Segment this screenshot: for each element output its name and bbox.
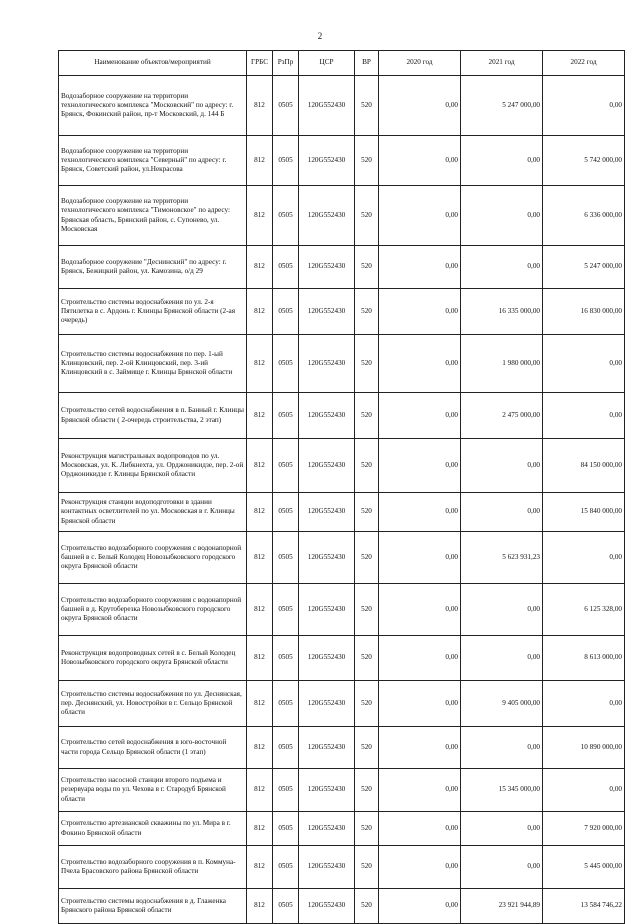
row-rzpr: 0505 <box>273 335 299 393</box>
row-vr: 520 <box>355 136 379 186</box>
table-row <box>59 335 625 393</box>
row-name: Реконструкция станции водоподготовки в здании контактных осветлителей по ул. Московская в г. Клинцы Брянской области <box>59 493 247 532</box>
row-csr: 120G552430 <box>299 812 355 846</box>
row-rzpr: 0505 <box>273 289 299 335</box>
row-name: Строительство сетей водоснабжения в п. Банный г. Клинцы Брянской области ( 2-очередь строительства, 2 этап) <box>59 393 247 439</box>
row-name: Строительство системы водоснабжения по ул. Деснянская, пер. Деснянский, ул. Новостройки в г. Сельцо Брянской области <box>59 681 247 727</box>
table-row <box>59 636 625 681</box>
row-2022: 16 830 000,00 <box>543 289 625 335</box>
row-rzpr: 0505 <box>273 681 299 727</box>
row-name: Строительство водозаборного сооружения в п. Коммуна-Пчела Брасовского района Брянской области <box>59 846 247 889</box>
table-row <box>59 246 625 289</box>
row-name: Строительство артезианской скважины по ул. Мира в г. Фокино Брянской области <box>59 812 247 846</box>
row-rzpr: 0505 <box>273 727 299 769</box>
row-rzpr: 0505 <box>273 584 299 636</box>
row-grbs: 812 <box>247 769 273 812</box>
row-2022: 15 840 000,00 <box>543 493 625 532</box>
row-vr: 520 <box>355 532 379 584</box>
row-csr: 120G552430 <box>299 186 355 246</box>
row-name: Строительство насосной станции второго подъема и резервуара воды по ул. Чехова в г. Стародуб Брянской области <box>59 769 247 812</box>
row-csr: 120G552430 <box>299 246 355 289</box>
row-csr: 120G552430 <box>299 727 355 769</box>
row-vr: 520 <box>355 186 379 246</box>
table-row <box>59 769 625 812</box>
row-rzpr: 0505 <box>273 76 299 136</box>
row-vr: 520 <box>355 812 379 846</box>
row-2022: 0,00 <box>543 681 625 727</box>
row-2020: 0,00 <box>379 681 461 727</box>
row-grbs: 812 <box>247 76 273 136</box>
row-2022: 10 890 000,00 <box>543 727 625 769</box>
row-csr: 120G552430 <box>299 889 355 924</box>
row-rzpr: 0505 <box>273 636 299 681</box>
row-2021: 2 475 000,00 <box>461 393 543 439</box>
row-2021: 0,00 <box>461 246 543 289</box>
row-grbs: 812 <box>247 335 273 393</box>
col-header-grbs: ГРБС <box>247 51 273 76</box>
row-2020: 0,00 <box>379 727 461 769</box>
row-csr: 120G552430 <box>299 76 355 136</box>
table-row <box>59 439 625 493</box>
row-2022: 0,00 <box>543 393 625 439</box>
row-name: Водозаборное сооружение на территории технологического комплекса "Московский" по адресу: г. Брянск, Фокинский район, пр-т Московский, д. 144 Б <box>59 76 247 136</box>
row-csr: 120G552430 <box>299 335 355 393</box>
row-2021: 23 921 944,89 <box>461 889 543 924</box>
row-vr: 520 <box>355 246 379 289</box>
row-rzpr: 0505 <box>273 846 299 889</box>
row-2021: 5 623 931,23 <box>461 532 543 584</box>
row-2022: 0,00 <box>543 532 625 584</box>
row-grbs: 812 <box>247 584 273 636</box>
table-row <box>59 889 625 924</box>
row-grbs: 812 <box>247 186 273 246</box>
row-vr: 520 <box>355 289 379 335</box>
row-2022: 7 920 000,00 <box>543 812 625 846</box>
row-2020: 0,00 <box>379 493 461 532</box>
table-row <box>59 289 625 335</box>
row-vr: 520 <box>355 636 379 681</box>
row-vr: 520 <box>355 889 379 924</box>
row-2022: 8 613 000,00 <box>543 636 625 681</box>
row-grbs: 812 <box>247 636 273 681</box>
table-row <box>59 727 625 769</box>
row-vr: 520 <box>355 727 379 769</box>
row-vr: 520 <box>355 335 379 393</box>
row-name: Водозаборное сооружение на территории технологического комплекса "Тимоновское" по адресу: Брянская область, Брянский район, с. Супонево, ул. Московская <box>59 186 247 246</box>
row-name: Строительство системы водоснабжения в д. Глаженка Брянского района Брянской области <box>59 889 247 924</box>
row-vr: 520 <box>355 584 379 636</box>
row-csr: 120G552430 <box>299 636 355 681</box>
row-vr: 520 <box>355 76 379 136</box>
row-vr: 520 <box>355 769 379 812</box>
row-2021: 0,00 <box>461 493 543 532</box>
row-2022: 0,00 <box>543 76 625 136</box>
table-body <box>59 76 625 924</box>
row-2020: 0,00 <box>379 846 461 889</box>
row-name: Реконструкция магистральных водопроводов по ул. Московская, ул. К. Либкнехта, ул. Орджоникидзе, пер. 2-ой Орджоникидзе г. Клинцы Брянской области <box>59 439 247 493</box>
row-2021: 0,00 <box>461 727 543 769</box>
row-2020: 0,00 <box>379 812 461 846</box>
row-2020: 0,00 <box>379 636 461 681</box>
row-2022: 13 584 746,22 <box>543 889 625 924</box>
row-rzpr: 0505 <box>273 439 299 493</box>
col-header-csr: ЦСР <box>299 51 355 76</box>
row-rzpr: 0505 <box>273 246 299 289</box>
row-2020: 0,00 <box>379 289 461 335</box>
col-header-rzpr: РзПр <box>273 51 299 76</box>
row-name: Строительство сетей водоснабжения в юго-восточной части города Сельцо Брянской области (1 этап) <box>59 727 247 769</box>
row-2020: 0,00 <box>379 246 461 289</box>
row-grbs: 812 <box>247 681 273 727</box>
row-2020: 0,00 <box>379 439 461 493</box>
table-row <box>59 76 625 136</box>
row-grbs: 812 <box>247 136 273 186</box>
row-rzpr: 0505 <box>273 136 299 186</box>
row-2021: 5 247 000,00 <box>461 76 543 136</box>
table-row <box>59 681 625 727</box>
row-vr: 520 <box>355 439 379 493</box>
col-header-2020: 2020 год <box>379 51 461 76</box>
row-vr: 520 <box>355 493 379 532</box>
row-grbs: 812 <box>247 246 273 289</box>
row-2021: 0,00 <box>461 439 543 493</box>
row-name: Строительство водозаборного сооружения с водонапорной башней в с. Белый Колодец Новозыбковского городского округа Брянской области <box>59 532 247 584</box>
row-rzpr: 0505 <box>273 889 299 924</box>
row-csr: 120G552430 <box>299 846 355 889</box>
row-name: Строительство системы водоснабжения по ул. 2-я Пятилетка в с. Ардонь г. Клинцы Брянской области (2-ая очередь) <box>59 289 247 335</box>
row-csr: 120G552430 <box>299 136 355 186</box>
row-name: Водозаборное сооружение на территории технологического комплекса "Северный" по адресу: г. Брянск, Советский район, ул.Некрасова <box>59 136 247 186</box>
row-grbs: 812 <box>247 439 273 493</box>
row-grbs: 812 <box>247 532 273 584</box>
row-csr: 120G552430 <box>299 769 355 812</box>
table-row <box>59 584 625 636</box>
row-2021: 0,00 <box>461 846 543 889</box>
table-row <box>59 136 625 186</box>
row-rzpr: 0505 <box>273 812 299 846</box>
row-csr: 120G552430 <box>299 439 355 493</box>
row-grbs: 812 <box>247 289 273 335</box>
row-2022: 84 150 000,00 <box>543 439 625 493</box>
row-2021: 15 345 000,00 <box>461 769 543 812</box>
row-grbs: 812 <box>247 493 273 532</box>
row-2022: 5 445 000,00 <box>543 846 625 889</box>
row-2020: 0,00 <box>379 335 461 393</box>
row-2020: 0,00 <box>379 584 461 636</box>
row-rzpr: 0505 <box>273 493 299 532</box>
row-2020: 0,00 <box>379 76 461 136</box>
budget-table <box>58 50 625 924</box>
row-2021: 0,00 <box>461 584 543 636</box>
row-csr: 120G552430 <box>299 289 355 335</box>
table-row <box>59 812 625 846</box>
row-vr: 520 <box>355 846 379 889</box>
row-name: Водозаборное сооружение "Деснинский" по адресу: г. Брянск, Бежицкий район, ул. Камозина, о/д 29 <box>59 246 247 289</box>
row-csr: 120G552430 <box>299 493 355 532</box>
row-2022: 0,00 <box>543 769 625 812</box>
row-name: Реконструкция водопроводных сетей в с. Белый Колодец Новозыбковского городского округа Брянской области <box>59 636 247 681</box>
row-2022: 5 247 000,00 <box>543 246 625 289</box>
row-grbs: 812 <box>247 812 273 846</box>
row-2021: 0,00 <box>461 636 543 681</box>
table-row <box>59 186 625 246</box>
row-csr: 120G552430 <box>299 393 355 439</box>
table-row <box>59 846 625 889</box>
row-grbs: 812 <box>247 889 273 924</box>
row-2021: 1 980 000,00 <box>461 335 543 393</box>
row-2020: 0,00 <box>379 889 461 924</box>
row-2020: 0,00 <box>379 532 461 584</box>
row-rzpr: 0505 <box>273 532 299 584</box>
row-grbs: 812 <box>247 727 273 769</box>
table-row <box>59 532 625 584</box>
table-row <box>59 393 625 439</box>
row-rzpr: 0505 <box>273 186 299 246</box>
col-header-2022: 2022 год <box>543 51 625 76</box>
header-row <box>59 51 625 76</box>
row-rzpr: 0505 <box>273 393 299 439</box>
row-2021: 16 335 000,00 <box>461 289 543 335</box>
row-2022: 5 742 000,00 <box>543 136 625 186</box>
row-name: Строительство системы водоснабжения по пер. 1-ый Клинцовский, пер. 2-ой Клинцовский, пер. 3-ий Клинцовский в с. Займище г. Клинцы Брянской области <box>59 335 247 393</box>
row-name: Строительство водозаборного сооружения с водонапорной башней в д. Крутоберезка Новозыбковского городского округа Брянской области <box>59 584 247 636</box>
row-2021: 0,00 <box>461 136 543 186</box>
col-header-2021: 2021 год <box>461 51 543 76</box>
page-number: 2 <box>317 31 323 41</box>
row-2020: 0,00 <box>379 769 461 812</box>
row-2021: 9 405 000,00 <box>461 681 543 727</box>
row-2021: 0,00 <box>461 186 543 246</box>
table-row <box>59 493 625 532</box>
row-grbs: 812 <box>247 393 273 439</box>
row-grbs: 812 <box>247 846 273 889</box>
row-2020: 0,00 <box>379 136 461 186</box>
row-csr: 120G552430 <box>299 681 355 727</box>
row-2022: 6 125 328,00 <box>543 584 625 636</box>
row-2020: 0,00 <box>379 186 461 246</box>
row-2022: 0,00 <box>543 335 625 393</box>
row-2020: 0,00 <box>379 393 461 439</box>
col-header-vr: ВР <box>355 51 379 76</box>
row-vr: 520 <box>355 681 379 727</box>
row-rzpr: 0505 <box>273 769 299 812</box>
row-csr: 120G552430 <box>299 584 355 636</box>
row-2021: 0,00 <box>461 812 543 846</box>
row-2022: 6 336 000,00 <box>543 186 625 246</box>
row-vr: 520 <box>355 393 379 439</box>
row-csr: 120G552430 <box>299 532 355 584</box>
col-header-name: Наименование объектов/мероприятий <box>59 51 247 76</box>
